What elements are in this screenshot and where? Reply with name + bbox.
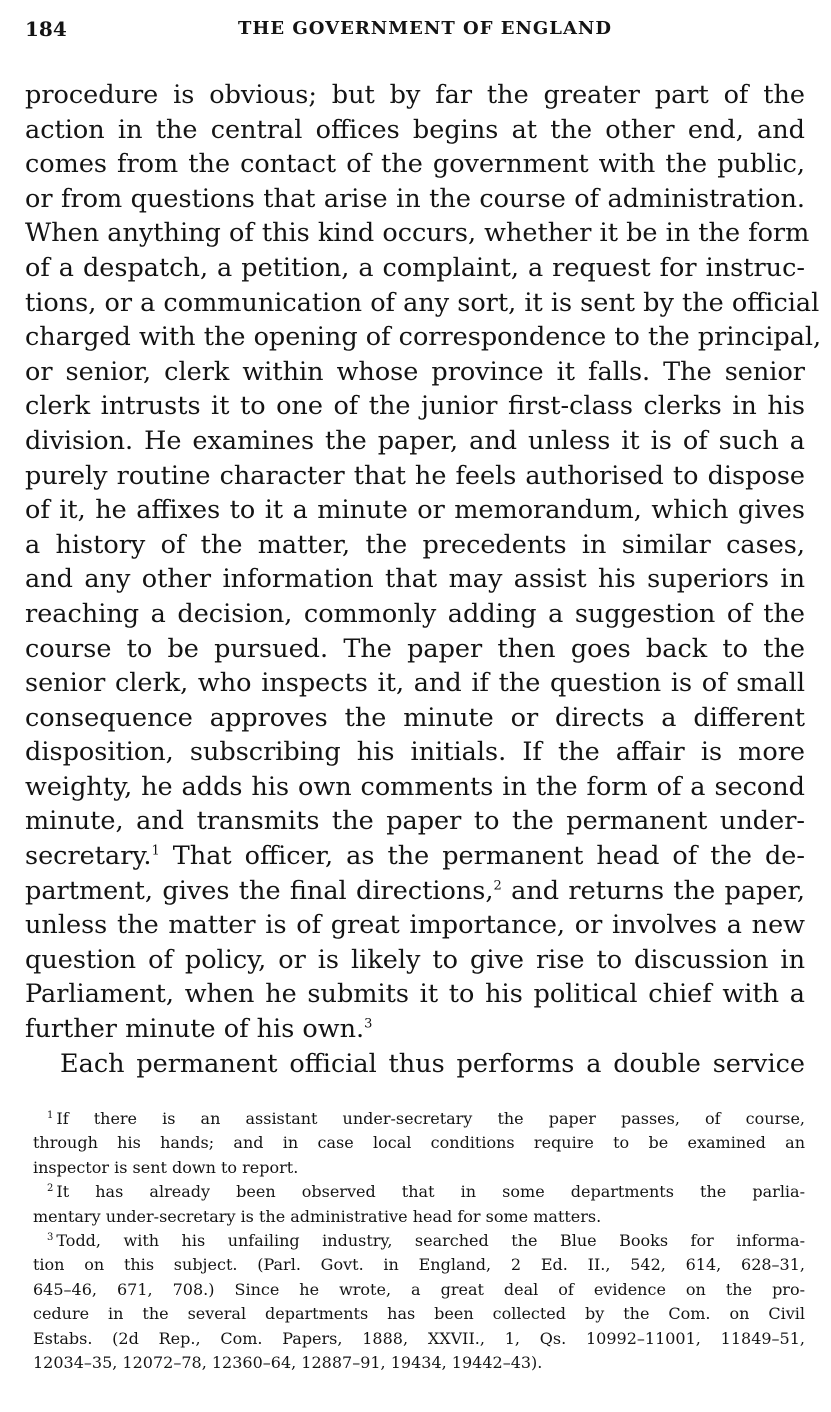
footnote-line: through his hands; and in case local conditions require to be examined an bbox=[33, 1133, 805, 1153]
text-line: or from questions that arise in the course of administration. bbox=[25, 183, 805, 214]
footnote-ref-2[interactable]: 2 bbox=[493, 878, 502, 894]
text-segment: secretary. bbox=[25, 841, 152, 872]
footnote-ref-3[interactable]: 3 bbox=[364, 1016, 373, 1032]
text-line: of it, he affixes to it a minute or memorandum, which gives bbox=[25, 495, 805, 526]
text-line: minute, and transmits the paper to the permanent under- bbox=[25, 806, 805, 837]
text-segment: partment, gives the final directions, bbox=[25, 875, 494, 906]
main-text bbox=[25, 78, 822, 1081]
text-line: When anything of this kind occurs, whether it be in the form bbox=[25, 218, 810, 249]
running-title: THE GOVERNMENT OF ENGLAND bbox=[238, 18, 612, 39]
text-line: clerk intrusts it to one of the junior first-class clerks in his bbox=[25, 391, 805, 422]
footnote-line bbox=[33, 1180, 805, 1204]
text-line: procedure is obvious; but by far the greater part of the bbox=[25, 80, 805, 110]
text-line: a history of the matter, the precedents in similar cases, bbox=[25, 529, 805, 560]
text-line: question of policy, or is likely to give rise to discussion in bbox=[25, 944, 805, 975]
text-line-composite bbox=[25, 1012, 805, 1047]
text-line: weighty, he adds his own comments in the form of a second bbox=[25, 771, 805, 802]
footnote-line: cedure in the several departments has been collected by the Com. on Civil bbox=[33, 1304, 805, 1324]
text-segment: further minute of his own. bbox=[25, 1014, 365, 1045]
text-line: unless the matter is of great importance, or involves a new bbox=[25, 910, 805, 941]
footnote-2 bbox=[33, 1180, 805, 1229]
footnote-line bbox=[33, 1107, 805, 1131]
text-segment: and returns the paper, bbox=[511, 875, 805, 906]
text-line: reaching a decision, commonly adding a suggestion of the bbox=[25, 598, 805, 629]
footnote-mark: 2 bbox=[47, 1182, 54, 1194]
footnote-ref-1[interactable]: 1 bbox=[151, 843, 160, 859]
text-line: action in the central offices begins at the other end, and bbox=[25, 114, 805, 145]
footnote-text: Todd, with his unfailing industry, searched the Blue Books for informa- bbox=[56, 1231, 805, 1251]
footnote-text: It has already been observed that in some departments the parlia- bbox=[56, 1182, 805, 1202]
text-line: of a despatch, a petition, a complaint, a request for instruc- bbox=[25, 252, 805, 283]
footnote-line bbox=[33, 1229, 805, 1253]
footnote-mark: 1 bbox=[47, 1109, 54, 1121]
text-line: consequence approves the minute or directs a different bbox=[25, 702, 805, 733]
footnote-line: tion on this subject. (Parl. Govt. in England, 2 Ed. II., 542, 614, 628–31, bbox=[33, 1255, 805, 1275]
footnote-line: Estabs. (2d Rep., Com. Papers, 1888, XXVII., 1, Qs. 10992–11001, 11849–51, bbox=[33, 1328, 805, 1348]
text-line: Parliament, when he submits it to his political chief with a bbox=[25, 979, 805, 1010]
text-line: comes from the contact of the government with the public, bbox=[25, 149, 805, 180]
footnote-1 bbox=[33, 1107, 805, 1180]
text-line: senior clerk, who inspects it, and if the question is of small bbox=[25, 668, 805, 699]
text-line: charged with the opening of correspondence to the principal, bbox=[25, 322, 822, 353]
text-segment: That officer, as the permanent head of the de- bbox=[172, 841, 805, 872]
footnote-text: If there is an assistant under-secretary the paper passes, of course, bbox=[56, 1109, 805, 1128]
text-line: disposition, subscribing his initials. If the affair is more bbox=[25, 737, 805, 768]
text-line: division. He examines the paper, and unless it is of such a bbox=[25, 425, 805, 456]
footnote-3 bbox=[33, 1229, 805, 1375]
text-line: tions, or a communication of any sort, it is sent by the official bbox=[25, 287, 820, 318]
footnote-line: 645–46, 671, 708.) Since he wrote, a great deal of evidence on the pro- bbox=[33, 1279, 805, 1299]
footnotes bbox=[33, 1107, 805, 1375]
text-line-composite bbox=[25, 839, 805, 874]
footnote-line: 12034–35, 12072–78, 12360–64, 12887–91, 19434, 19442–43). bbox=[33, 1353, 543, 1373]
footnote-mark: 3 bbox=[47, 1231, 54, 1243]
text-line: purely routine character that he feels authorised to dispose bbox=[25, 460, 805, 491]
footnote-line: inspector is sent down to report. bbox=[33, 1157, 299, 1177]
text-line: course to be pursued. The paper then goes back to the bbox=[25, 633, 805, 664]
text-line-composite bbox=[25, 874, 805, 909]
page-header bbox=[25, 14, 805, 44]
text-line: or senior, clerk within whose province it falls. The senior bbox=[25, 356, 805, 387]
text-line: Each permanent official thus performs a double service bbox=[60, 1048, 805, 1079]
text-line: and any other information that may assist his superiors in bbox=[25, 564, 805, 595]
footnote-line: mentary under-secretary is the administrative head for some matters. bbox=[33, 1206, 602, 1226]
page-number: 184 bbox=[25, 17, 67, 41]
